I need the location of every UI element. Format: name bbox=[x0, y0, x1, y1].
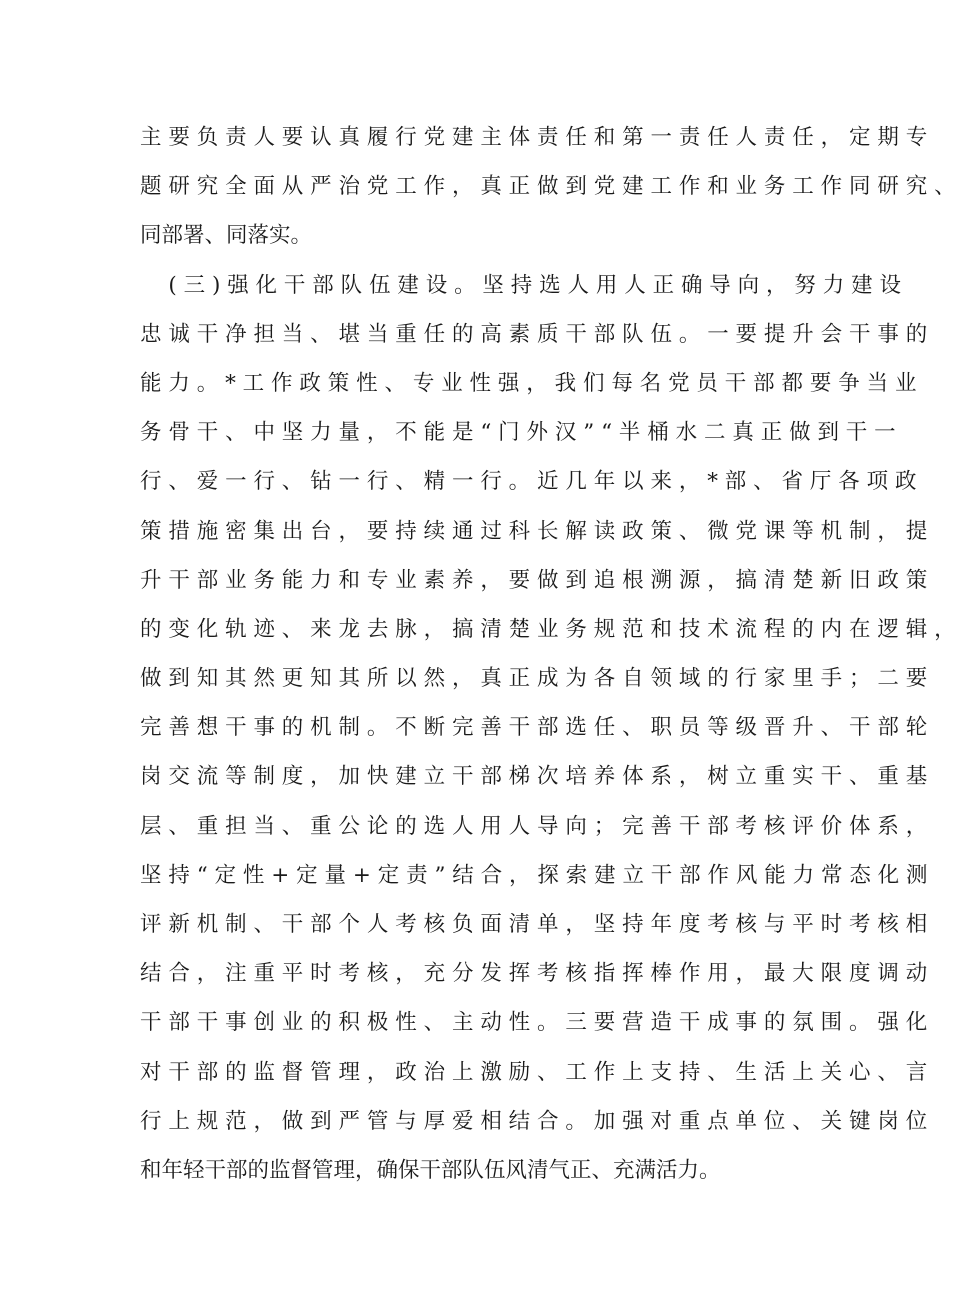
text-line: 升 干 部 业 务 能 力 和 专 业 素 养 ， 要 做 到 追 根 溯 源 ， 搞 清 楚 新 旧 政 策 bbox=[140, 567, 928, 593]
text-line: 题 研 究 全 面 从 严 治 党 工 作 ， 真 正 做 到 党 建 工 作 和 业 务 工 作 同 研 究 、 bbox=[140, 174, 956, 200]
text-line: 对 干 部 的 监 督 管 理 ， 政 治 上 激 励 、 工 作 上 支 持 、 生 活 上 关 心 、 言 bbox=[140, 1059, 928, 1085]
text-line: 能 力 。 * 工 作 政 策 性 、 专 业 性 强 ， 我 们 每 名 党 员 干 部 都 要 争 当 业 bbox=[140, 370, 917, 396]
text-line: 评 新 机 制 、 干 部 个 人 考 核 负 面 清 单 ， 坚 持 年 度 考 核 与 平 时 考 核 相 bbox=[140, 912, 928, 937]
text-line: 策 措 施 密 集 出 台 ， 要 持 续 通 过 科 长 解 读 政 策 、 微 党 课 等 机 制 ， 提 bbox=[140, 518, 928, 544]
text-line: 忠 诚 干 净 担 当 、 堪 当 重 任 的 高 素 质 干 部 队 伍 。 一 要 提 升 会 干 事 的 bbox=[140, 321, 928, 347]
text-line: 的 变 化 轨 迹 、 来 龙 去 脉 ， 搞 清 楚 业 务 规 范 和 技 术 流 程 的 内 在 逻 辑 ， bbox=[140, 616, 956, 642]
section-heading-line: ( 三 ) 强 化 干 部 队 伍 建 设 。 坚 持 选 人 用 人 正 确 导 向 ， 努 力 建 设 bbox=[168, 272, 901, 298]
text-line: 结 合 ， 注 重 平 时 考 核 ， 充 分 发 挥 考 核 指 挥 棒 作 用 ， 最 大 限 度 调 动 bbox=[140, 961, 928, 987]
text-line: 同部署、同落实。 bbox=[140, 223, 313, 249]
text-line: 行 上 规 范 ， 做 到 严 管 与 厚 爱 相 结 合 。 加 强 对 重 点 单 位 、 关 键 岗 位 bbox=[140, 1108, 928, 1134]
text-line: 务 骨 干 、 中 坚 力 量 ， 不 能 是 “ 门 外 汉 ” “ 半 桶 水 二 真 正 做 到 干 一 bbox=[140, 420, 896, 446]
paragraph-1 bbox=[140, 113, 956, 261]
text-line: 行 、 爱 一 行 、 钻 一 行 、 精 一 行 。 近 几 年 以 来 ， * 部 、 省 厅 各 项 政 bbox=[140, 469, 917, 495]
text-line: 和年轻干部的监督管理，确保干部队伍风清气正、充满活力。 bbox=[140, 1157, 721, 1183]
text-line: 干 部 干 事 创 业 的 积 极 性 、 主 动 性 。 三 要 营 造 干 成 事 的 氛 围 。 强 化 bbox=[140, 1010, 928, 1036]
text-line: 岗 交 流 等 制 度 ， 加 快 建 立 干 部 梯 次 培 养 体 系 ， 树 立 重 实 干 、 重 基 bbox=[140, 764, 928, 790]
text-line: 完 善 想 干 事 的 机 制 。 不 断 完 善 干 部 选 任 、 职 员 等 级 晋 升 、 干 部 轮 bbox=[140, 715, 928, 741]
document-body bbox=[140, 113, 956, 1195]
paragraph-2 bbox=[140, 261, 956, 1196]
text-line: 主 要 负 责 人 要 认 真 履 行 党 建 主 体 责 任 和 第 一 责 任 人 责 任 ， 定 期 专 bbox=[140, 125, 928, 150]
text-line: 做 到 知 其 然 更 知 其 所 以 然 ， 真 正 成 为 各 自 领 域 的 行 家 里 手 ； 二 要 bbox=[140, 666, 928, 692]
text-line: 坚 持 “ 定 性 + 定 量 + 定 责 ” 结 合 ， 探 索 建 立 干 部 作 风 能 力 常 态 化 测 bbox=[140, 862, 928, 888]
text-line: 层 、 重 担 当 、 重 公 论 的 选 人 用 人 导 向 ； 完 善 干 部 考 核 评 价 体 系 ， bbox=[140, 813, 928, 839]
